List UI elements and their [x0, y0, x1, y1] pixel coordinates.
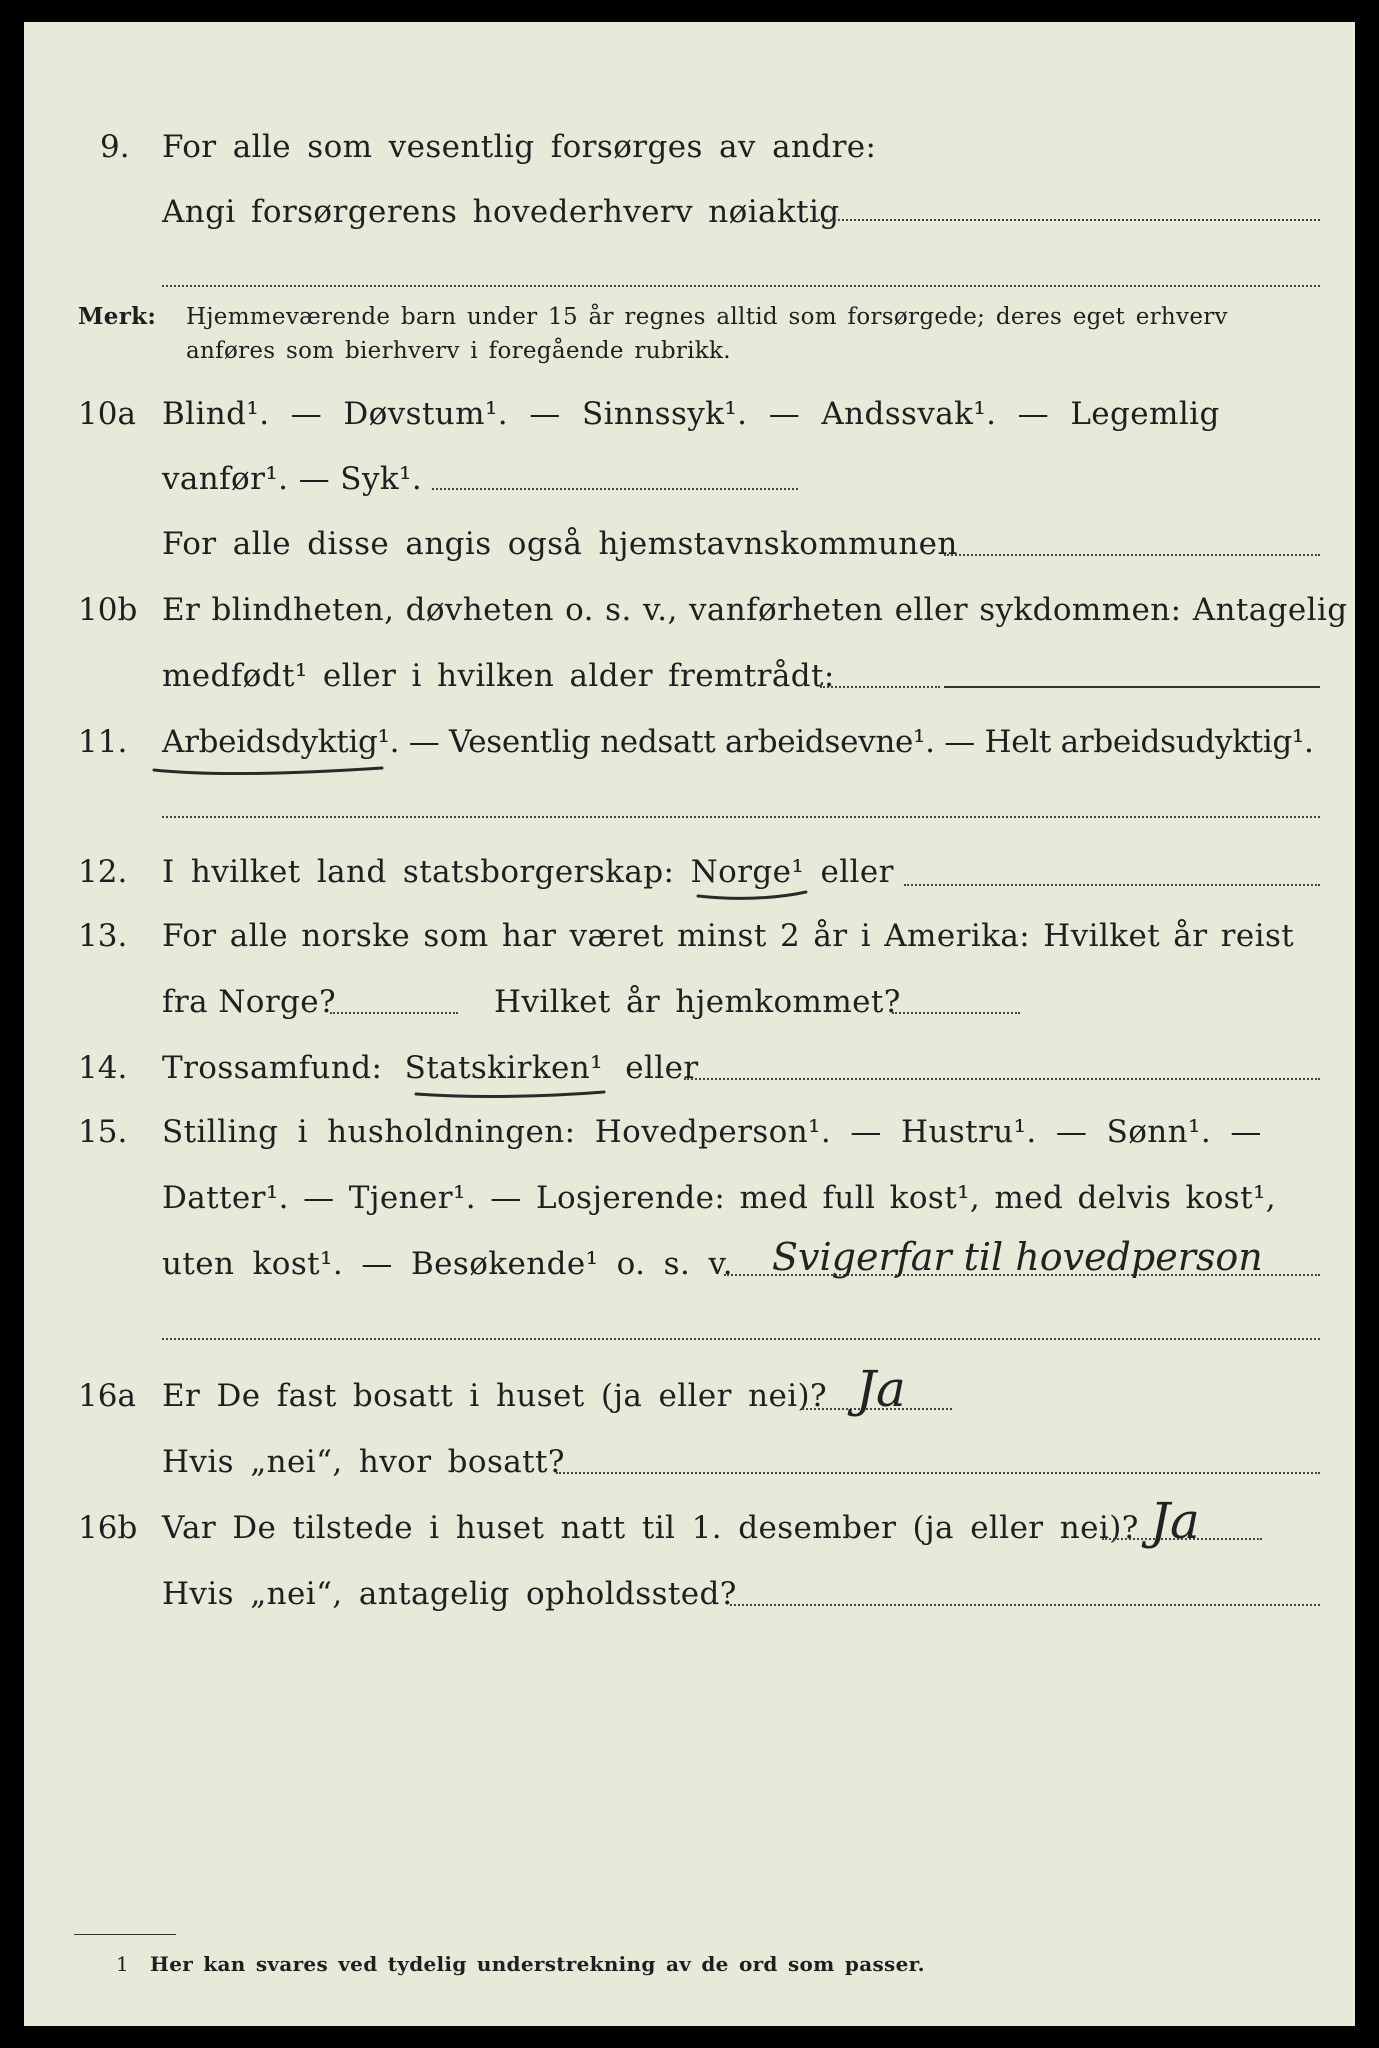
- svg-text:Svigerfar til hovedperson: Svigerfar til hovedperson: [772, 1235, 1263, 1279]
- q14-line1: Trossamfund: Statskirken¹ eller: [162, 1050, 699, 1086]
- q10b-number: 10b: [78, 592, 138, 628]
- q10a-line1: Blind¹. — Døvstum¹. — Sinnssyk¹. — Andssvak¹. — Legemlig: [162, 396, 1220, 432]
- q16b-opholdssted-line: [730, 1604, 1320, 1606]
- q11-underline-mark: [150, 758, 390, 782]
- q13-number: 13.: [78, 918, 128, 954]
- q11-line1: Arbeidsdyktig¹. — Vesentlig nedsatt arbeidsevne¹. — Helt arbeidsudyktig¹.: [162, 724, 1314, 760]
- q16a-bosatt-line: [556, 1472, 1320, 1474]
- q16a-line2: Hvis „nei“, hvor bosatt?: [162, 1444, 565, 1480]
- q9-number: 9.: [100, 129, 130, 165]
- q10b-line1: Er blindheten, døvheten o. s. v., vanførheten eller sykdommen: Antagelig: [162, 592, 1348, 628]
- merk-line2: anføres som bierhverv i foregående rubrikk.: [186, 338, 731, 364]
- q9-line2: Angi forsørgerens hovederhverv nøiaktig: [162, 194, 840, 230]
- q10b-answer-dots: [820, 686, 940, 688]
- q13-reist-line: [330, 1012, 458, 1014]
- q13-hjemkommet-line: [892, 1012, 1020, 1014]
- q9-answer-line: [814, 219, 1320, 221]
- q10b-answer-line: [944, 686, 1320, 688]
- q14-number: 14.: [78, 1050, 128, 1086]
- q13-line1: For alle norske som har været minst 2 år i Amerika: Hvilket år reist: [162, 918, 1295, 954]
- merk-line1: Hjemmeværende barn under 15 år regnes alltid som forsørgede; deres eget erhverv: [186, 304, 1228, 330]
- q16a-handwritten-answer: [850, 1348, 990, 1438]
- q12-line1: I hvilket land statsborgerskap: Norge¹ eller: [162, 854, 894, 890]
- footnote-rule: [74, 1934, 176, 1935]
- q16a-line1: Er De fast bosatt i huset (ja eller nei)?: [162, 1378, 828, 1414]
- merk-label: Merk:: [78, 303, 157, 330]
- q12-underline-mark: [694, 886, 814, 906]
- q16b-handwritten-answer: [1144, 1480, 1274, 1570]
- q10a-answer-line: [432, 488, 798, 490]
- q11-number: 11.: [78, 724, 128, 760]
- q15-line1: Stilling i husholdningen: Hovedperson¹. — Hustru¹. — Sønn¹. —: [162, 1114, 1262, 1150]
- footnote-text: Her kan svares ved tydelig understrekning av de ord som passer.: [150, 1952, 925, 1976]
- q16b-line2: Hvis „nei“, antagelig opholdssted?: [162, 1576, 737, 1612]
- q15-line2: Datter¹. — Tjener¹. — Losjerende: med full kost¹, med delvis kost¹,: [162, 1180, 1277, 1216]
- q14-underline-mark: [412, 1084, 612, 1104]
- q10a-hjemstavn-line: [944, 554, 1320, 556]
- q15-number: 15.: [78, 1114, 128, 1150]
- q16a-number: 16a: [78, 1378, 136, 1414]
- q13-line2a: fra Norge?: [162, 984, 337, 1020]
- q12-answer-line: [904, 884, 1320, 886]
- svg-text:Ja: Ja: [1150, 1492, 1200, 1550]
- q16b-line1: Var De tilstede i huset natt til 1. desember (ja eller nei)?: [162, 1510, 1139, 1546]
- q9-line1: For alle som vesentlig forsørges av andre:: [162, 129, 877, 165]
- footnote-marker: 1: [116, 1952, 130, 1976]
- q12-number: 12.: [78, 854, 128, 890]
- q15-handwritten-answer: [764, 1222, 1344, 1292]
- q10a-line2: vanfør¹. — Syk¹.: [162, 461, 423, 497]
- svg-text:Ja: Ja: [856, 1360, 906, 1418]
- q10a-line3: For alle disse angis også hjemstavnskommunen: [162, 526, 958, 562]
- q15-answer-line-2: [162, 1338, 1320, 1340]
- q16b-number: 16b: [78, 1510, 138, 1546]
- q10b-line2: medfødt¹ eller i hvilken alder fremtrådt:: [162, 658, 835, 694]
- census-form-page: [24, 22, 1355, 2026]
- q11-answer-line: [162, 816, 1320, 818]
- q13-line2b: Hvilket år hjemkommet?: [494, 984, 901, 1020]
- q14-answer-line: [684, 1078, 1320, 1080]
- q10a-number: 10a: [78, 396, 136, 432]
- q15-line3: uten kost¹. — Besøkende¹ o. s. v.: [162, 1246, 733, 1282]
- q9-answer-line-2: [162, 285, 1320, 287]
